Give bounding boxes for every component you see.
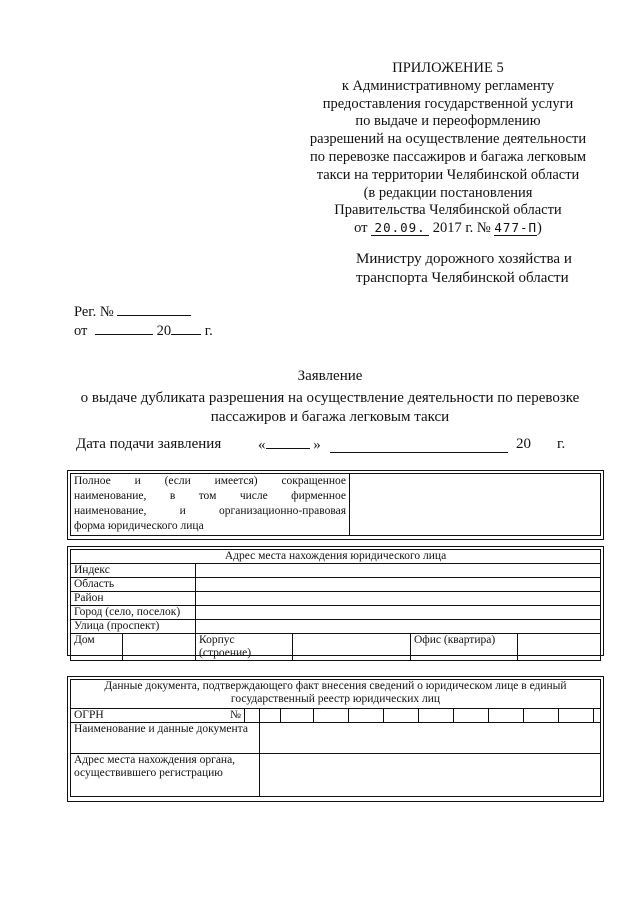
address-label-street: Улица (проспект) [71,620,196,634]
resolution-number: 477-П [494,220,538,236]
ogrn-digit-cell[interactable] [349,709,384,723]
submission-year-suffix: г. [557,436,566,452]
address-value-office[interactable] [518,634,601,661]
org-name-table [70,473,601,536]
address-label-index: Индекс [71,564,196,578]
registration-number-line: Рег. № [74,303,191,321]
ogrn-digit-cell[interactable] [594,709,601,723]
ogrn-digit-cell[interactable] [384,709,419,723]
submission-day-field[interactable] [266,436,310,449]
registry-table [70,679,601,797]
org-name-label: Полное и (если имеется) сокращенное наименование, в том числе фирменное наименование, и организационно-правовая форма юридического лица [71,474,350,536]
appendix-block [300,60,596,238]
address-header: Адрес места нахождения юридического лица [71,550,601,564]
ogrn-digit-cell[interactable] [454,709,489,723]
address-label-building: Корпус (строение) [196,634,293,661]
submission-century: 20 [516,436,531,452]
appendix-line: по перевозке пассажиров и багажа легковым [309,148,587,165]
ogrn-digit-cell[interactable] [281,709,314,723]
address-label-district: Район [71,592,196,606]
addressee-line: Министру дорожного хозяйства и [356,251,572,267]
address-value-district[interactable] [196,592,601,606]
appendix-line: по выдаче и переоформлению [355,113,541,130]
registry-header: Данные документа, подтверждающего факт внесения сведений о юридическом лице в единый государственный реестр юридических лиц [71,680,601,709]
appendix-line: Правительства Челябинской области [334,202,562,219]
registration-year-field[interactable] [171,322,201,335]
appendix-line: такси на территории Челябинской области [316,166,580,183]
ogrn-digit-cell[interactable] [489,709,524,723]
ogrn-digit-cell[interactable] [314,709,349,723]
address-label-region: Область [71,578,196,592]
address-value-city[interactable] [196,606,601,620]
ogrn-digit-cell[interactable] [524,709,559,723]
addressee [356,250,596,288]
document-title [60,367,600,427]
authority-value[interactable] [260,754,601,797]
address-value-building[interactable] [293,634,411,661]
address-label-city: Город (село, поселок) [71,606,196,620]
appendix-line: (в редакции постановления [363,184,533,201]
submission-label: Дата подачи заявления [76,436,222,452]
appendix-line: разрешений на осуществление деятельности [309,131,587,148]
resolution-date-line: от 20.09. 2017 г. № 477-П) [354,220,542,237]
registration-date-line: от 20 г. [74,323,213,339]
ogrn-digit-cell[interactable] [260,709,281,723]
doc-value[interactable] [260,723,601,754]
appendix-line: предоставления государственной услуги [322,95,574,112]
address-table [70,549,601,661]
address-label-office: Офис (квартира) [411,634,518,661]
address-value-index[interactable] [196,564,601,578]
submission-day: « » [258,437,321,453]
address-value-region[interactable] [196,578,601,592]
resolution-date: 20.09. [371,221,429,236]
appendix-title: ПРИЛОЖЕНИЕ 5 [392,60,504,76]
addressee-line: транспорта Челябинской области [356,270,569,286]
title-line: пассажиров и багажа легковым такси [210,409,450,425]
title-line: о выдаче дубликата разрешения на осуществление деятельности по перевозке [80,390,580,406]
submission-month-field[interactable] [330,452,508,453]
authority-label: Адрес места нахождения органа, осуществившего регистрацию [71,754,260,797]
ogrn-digit-cell[interactable] [419,709,454,723]
doc-label: Наименование и данные документа [71,723,260,754]
org-name-value[interactable] [350,474,601,536]
address-label-house: Дом [71,634,123,661]
registration-number-field[interactable] [117,303,191,316]
address-value-house[interactable] [123,634,196,661]
appendix-line: к Административному регламенту [341,77,555,94]
address-value-street[interactable] [196,620,601,634]
ogrn-digit-cell[interactable] [245,709,260,723]
ogrn-label: ОГРН № [71,709,245,723]
registration-date-field[interactable] [95,322,153,335]
title-heading: Заявление [297,368,363,384]
ogrn-digit-cell[interactable] [559,709,594,723]
